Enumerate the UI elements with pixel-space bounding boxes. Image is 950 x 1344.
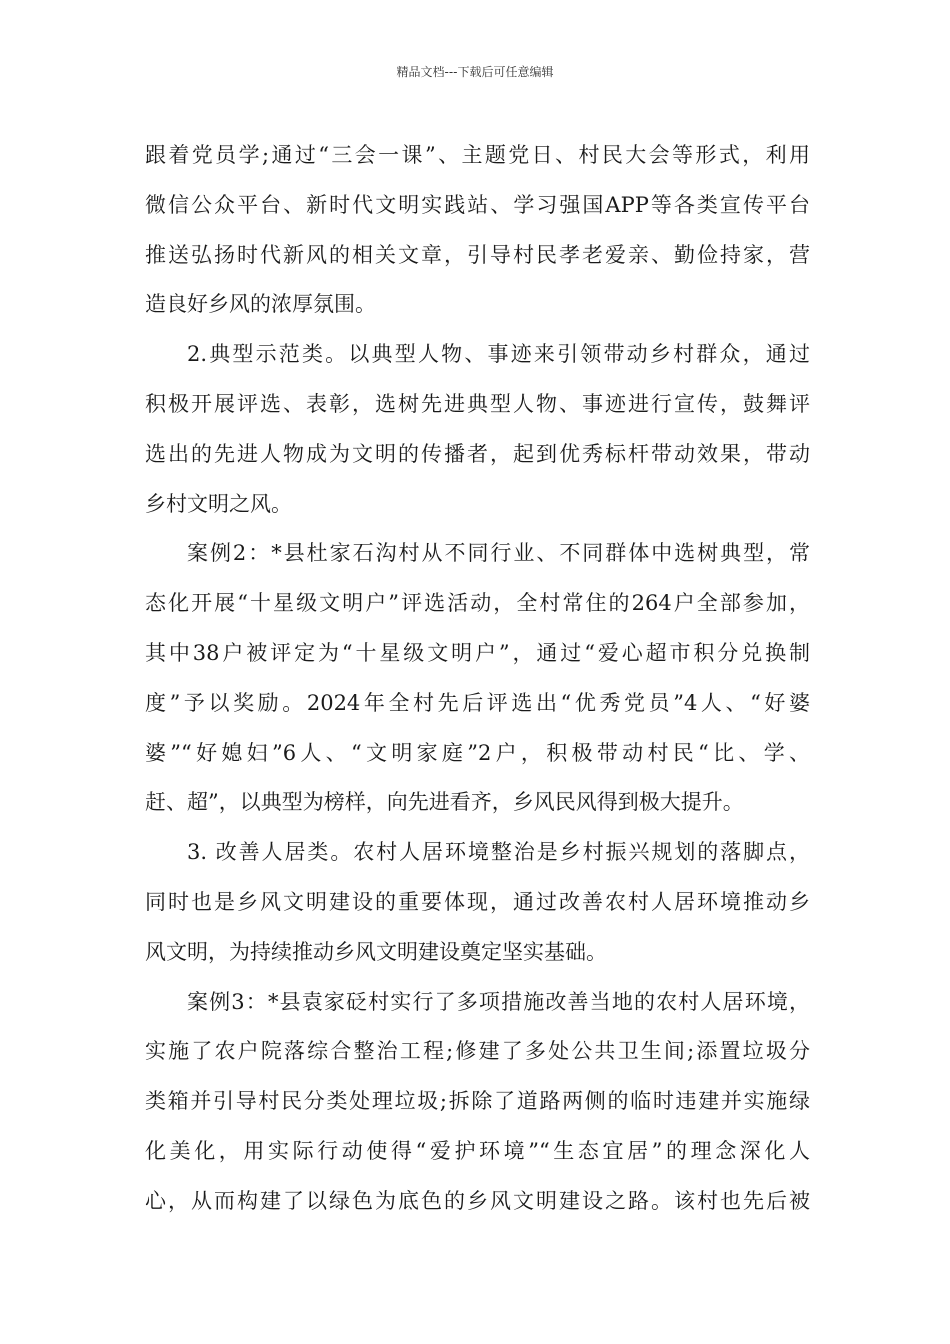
text-line: 2.典型示范类。以典型人物、事迹来引领带动乡村群众，通过	[187, 342, 810, 367]
text-line: 乡村文明之风。	[145, 491, 292, 516]
paragraph-case-2	[145, 529, 810, 828]
text-line: 化美化，用实际行动使得“爱护环境”“生态宜居”的理念深化人	[145, 1138, 810, 1163]
paragraph-continuation	[145, 131, 810, 330]
document-body	[145, 131, 810, 1227]
text-line: 造良好乡风的浓厚氛围。	[145, 292, 376, 317]
text-line: 风文明，为持续推动乡风文明建设奠定坚实基础。	[145, 939, 607, 964]
text-line: 3. 改善人居类。农村人居环境整治是乡村振兴规划的落脚点，	[187, 840, 810, 865]
text-line: 案例2：*县杜家石沟村从不同行业、不同群体中选树典型，常	[187, 541, 810, 566]
text-line: 案例3：*县袁家砭村实行了多项措施改善当地的农村人居环境，	[187, 989, 810, 1014]
paragraph-typical-demonstration	[145, 330, 810, 529]
text-line: 推送弘扬时代新风的相关文章，引导村民孝老爱亲、勤俭持家，营	[145, 242, 810, 267]
text-line: 类箱并引导村民分类处理垃圾;拆除了道路两侧的临时违建并实施绿	[145, 1089, 810, 1114]
text-line: 婆”“好媳妇”6人、“文明家庭”2户，积极带动村民“比、学、	[145, 740, 810, 765]
text-line: 微信公众平台、新时代文明实践站、学习强国APP等各类宣传平台	[145, 192, 810, 217]
text-line: 选出的先进人物成为文明的传播者，起到优秀标杆带动效果，带动	[145, 441, 810, 466]
paragraph-case-3	[145, 978, 810, 1227]
text-line: 实施了农户院落综合整治工程;修建了多处公共卫生间;添置垃圾分	[145, 1039, 810, 1064]
text-line: 积极开展评选、表彰，选树先进典型人物、事迹进行宣传，鼓舞评	[145, 391, 810, 416]
text-line: 其中38户被评定为“十星级文明户”，通过“爱心超市积分兑换制	[145, 640, 810, 665]
paragraph-living-environment	[145, 828, 810, 977]
text-line: 度”予以奖励。2024年全村先后评选出“优秀党员”4人、“好婆	[145, 690, 810, 715]
text-line: 跟着党员学;通过“三会一课”、主题党日、村民大会等形式，利用	[145, 143, 810, 167]
text-line: 同时也是乡风文明建设的重要体现，通过改善农村人居环境推动乡	[145, 889, 810, 914]
page-header: 精品文档---下载后可任意编辑	[396, 65, 554, 79]
text-line: 心，从而构建了以绿色为底色的乡风文明建设之路。该村也先后被	[145, 1188, 810, 1213]
text-line: 态化开展“十星级文明户”评选活动，全村常住的264户全部参加，	[145, 591, 810, 616]
text-line: 赶、超”，以典型为榜样，向先进看齐，乡风民风得到极大提升。	[145, 790, 744, 815]
